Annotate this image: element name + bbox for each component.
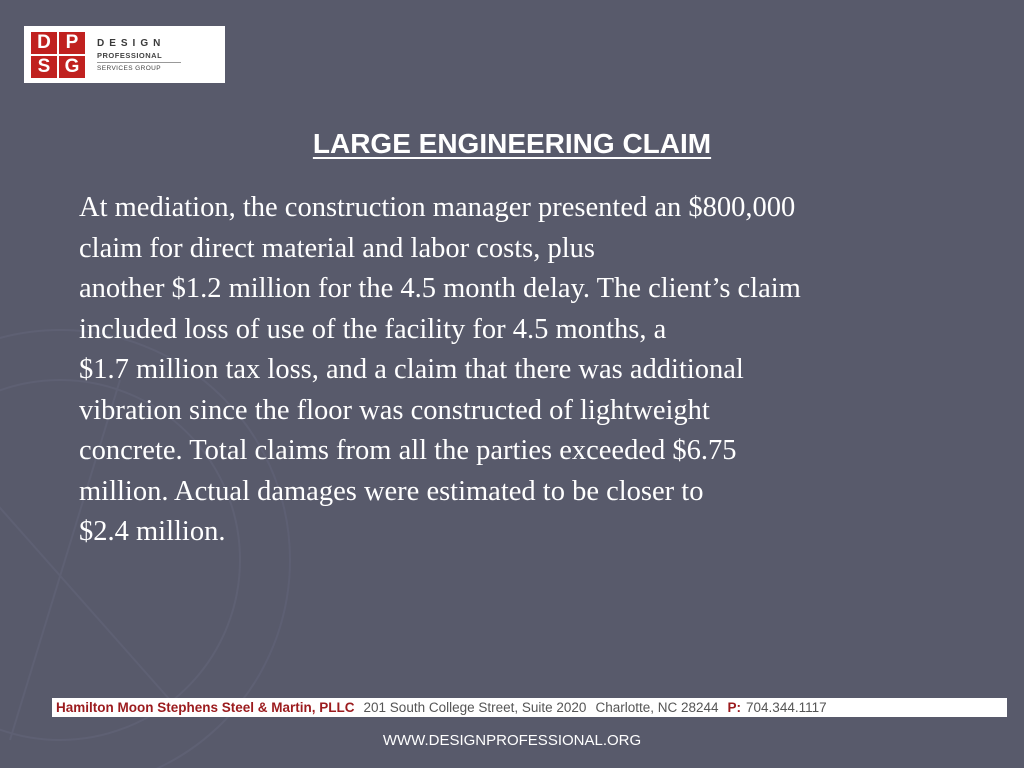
website-url: WWW.DESIGNPROFESSIONAL.ORG (382, 732, 642, 749)
logo-wordmark (97, 38, 181, 72)
logo-mark (31, 32, 85, 78)
body-line: vibration since the floor was constructed of lightweight (79, 394, 710, 426)
body-line: $1.7 million tax loss, and a claim that there was additional (79, 354, 744, 385)
slide-title (0, 128, 1024, 160)
body-line: another $1.2 million for the 4.5 month delay. The client’s claim (79, 273, 801, 304)
firm-phone: 704.344.1117 (746, 700, 827, 715)
logo-letter: S (31, 56, 57, 78)
slide-body (79, 188, 959, 553)
phone-label: P: (727, 700, 742, 715)
logo-line-design: DESIGN (97, 37, 166, 49)
body-line: At mediation, the construction manager presented an $800,000 (79, 192, 796, 223)
firm-address: 201 South College Street, Suite 2020 (363, 700, 587, 715)
logo-letter: P (59, 32, 85, 54)
body-line: concrete. Total claims from all the parties exceeded $6.75 (79, 435, 737, 466)
body-line: $2.4 million. (79, 516, 226, 547)
firm-city: Charlotte, NC 28244 (595, 700, 719, 715)
logo-letter: D (31, 32, 57, 54)
body-line: included loss of use of the facility for 4.5 months, a (79, 313, 667, 345)
dpsg-logo (24, 26, 225, 83)
firm-contact-bar (52, 698, 1007, 717)
firm-name: Hamilton Moon Stephens Steel & Martin, PLLC (56, 700, 355, 715)
body-line: million. Actual damages were estimated to be closer to (79, 475, 704, 507)
logo-line-services-group: SERVICES GROUP (97, 64, 161, 72)
logo-letter: G (59, 56, 85, 78)
slide-title-text: LARGE ENGINEERING CLAIM (312, 128, 712, 159)
logo-divider (97, 62, 181, 63)
body-line: claim for direct material and labor costs, plus (79, 232, 595, 264)
logo-line-professional: PROFESSIONAL (97, 50, 163, 60)
